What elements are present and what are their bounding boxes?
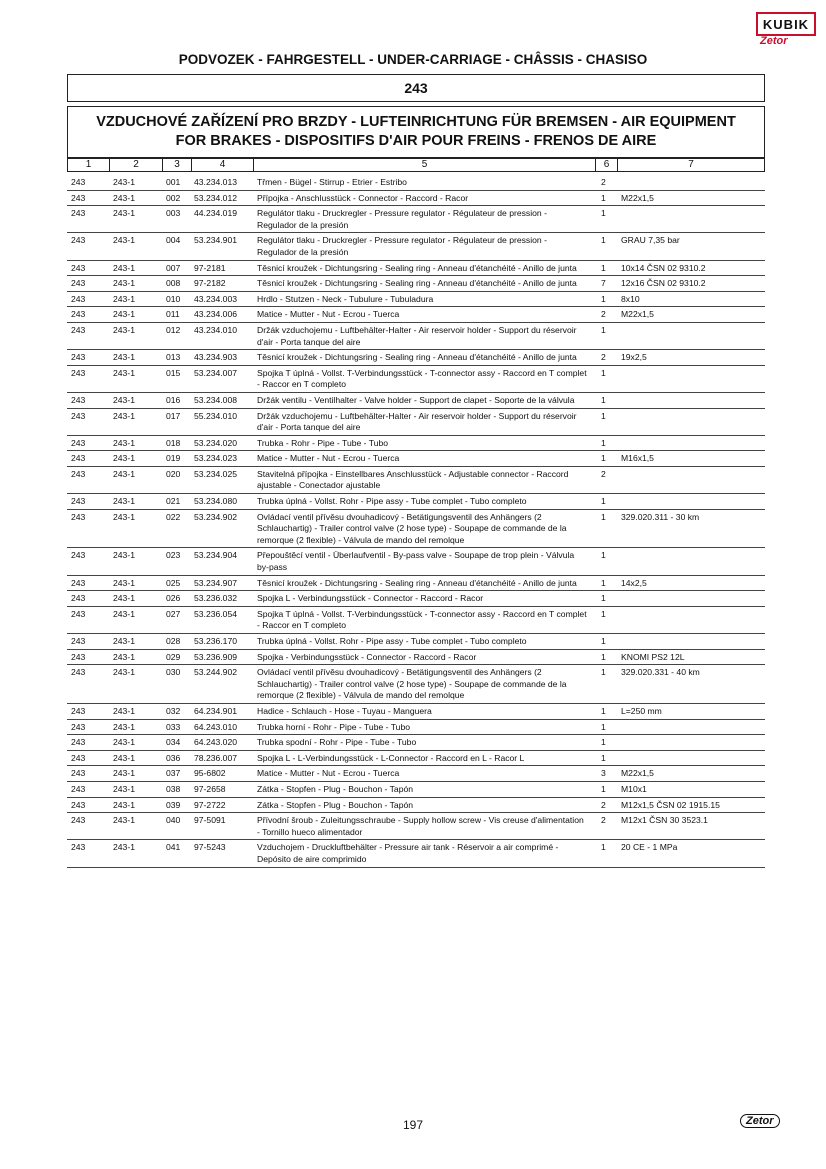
cell-c1: 243 — [71, 367, 86, 378]
cell-c1: 243 — [71, 842, 86, 853]
cell-c4: 53.236.170 — [194, 636, 238, 646]
cell-c2: 243-1 — [113, 367, 135, 378]
cell-c1: 243 — [71, 550, 86, 561]
cell-description: Třmen - Bügel - Stirrup - Etrier - Estribo — [257, 177, 407, 187]
cell-c1: 243 — [71, 721, 86, 732]
cell-c4: 64.234.901 — [194, 705, 238, 716]
cell-c1: 243 — [71, 737, 86, 748]
cell-c3: 010 — [166, 293, 181, 304]
table-row — [67, 798, 765, 814]
cell-c6: 1 — [601, 636, 606, 646]
cell-c4: 64.243.020 — [194, 737, 238, 748]
table-row — [67, 813, 765, 840]
cell-c1: 243 — [71, 783, 86, 794]
cell-c1: 243 — [71, 235, 86, 246]
cell-c7: M22x1,5 — [621, 768, 654, 779]
cell-c7: M12x1 ČSN 30 3523.1 — [621, 815, 708, 826]
cell-c6: 1 — [601, 752, 606, 763]
cell-description: Těsnicí kroužek - Dichtungsring - Sealing ring - Anneau d'étanchéité - Anillo de junta — [257, 577, 577, 588]
cell-description: Spojka - Verbindungsstück - Connector - Raccord - Racor — [257, 651, 477, 662]
cell-c1: 243 — [71, 208, 86, 219]
cell-c1: 243 — [71, 636, 86, 646]
cell-c2: 243-1 — [113, 177, 135, 187]
cell-c7: 329.020.311 - 30 km — [621, 511, 700, 522]
cell-c3: 008 — [166, 278, 181, 289]
table-row — [67, 720, 765, 736]
table-row — [67, 634, 765, 650]
cell-c3: 019 — [166, 453, 181, 464]
cell-c1: 243 — [71, 468, 86, 479]
table-row — [67, 751, 765, 767]
cell-c2: 243-1 — [113, 705, 135, 716]
cell-c3: 012 — [166, 324, 181, 335]
cell-c3: 039 — [166, 799, 181, 810]
cell-c7: M16x1,5 — [621, 453, 654, 464]
table-row — [67, 191, 765, 207]
cell-description: Trubka úplná - Vollst. Rohr - Pipe assy - Tube complet - Tubo completo — [257, 496, 527, 507]
table-row — [67, 323, 765, 350]
cell-c7: 329.020.331 - 40 km — [621, 667, 700, 678]
table-row — [67, 510, 765, 549]
cell-description: Přípojka - Anschlusstück - Connector - Raccord - Racor — [257, 192, 469, 203]
table-row — [67, 766, 765, 782]
table-row — [67, 451, 765, 467]
cell-c4: 53.234.007 — [194, 367, 238, 378]
cell-c3: 028 — [166, 636, 181, 646]
col-1-header: 1 — [68, 159, 110, 171]
cell-description: Držák vzduchojemu - Luftbehälter-Halter - Air reservoir holder - Support du réservoir d'air - Porta tanque del aire — [257, 410, 577, 433]
cell-description: Matice - Mutter - Nut - Ecrou - Tuerca — [257, 453, 400, 464]
cell-c3: 016 — [166, 394, 181, 405]
cell-c2: 243-1 — [113, 651, 135, 662]
cell-c4: 43.234.903 — [194, 352, 238, 363]
table-row — [67, 366, 765, 393]
cell-c4: 43.234.010 — [194, 324, 238, 335]
cell-c4: 53.234.025 — [194, 468, 238, 479]
cell-description: Trubka horní - Rohr - Pipe - Tube - Tubo — [257, 721, 411, 732]
cell-c7: GRAU 7,35 bar — [621, 235, 680, 246]
cell-c4: 55.234.010 — [194, 410, 238, 421]
cell-c6: 1 — [601, 608, 606, 619]
cell-c2: 243-1 — [113, 799, 135, 810]
cell-description: Spojka T úplná - Vollst. T-Verbindungsstück - T-connector assy - Raccord en T complet - Raccor en T completo — [257, 367, 587, 390]
cell-description: Držák vzduchojemu - Luftbehälter-Halter - Air reservoir holder - Support du réservoir d'air - Porta tanque del aire — [257, 324, 577, 347]
table-row — [67, 350, 765, 366]
cell-c6: 1 — [601, 293, 606, 304]
cell-c4: 97-5243 — [194, 842, 226, 853]
cell-c3: 018 — [166, 437, 181, 448]
cell-c6: 1 — [601, 208, 606, 219]
cell-c3: 034 — [166, 737, 181, 748]
table-row — [67, 704, 765, 720]
footer-logo: Zetor — [740, 1114, 780, 1128]
cell-description: Ovládací ventil přívěsu dvouhadicový - Betätigungsventil des Anhängers (2 Schlauchartig) - Trailer control valve (2 hose type) - Soupape de commande de la remorque (2 flexible) - Válvula de mando del remolque — [257, 511, 567, 545]
cell-c4: 53.234.080 — [194, 496, 238, 507]
cell-c7: 8x10 — [621, 293, 640, 304]
cell-c6: 1 — [601, 192, 606, 203]
group-number: 243 — [67, 74, 765, 102]
page-number: 197 — [402, 1118, 424, 1132]
cell-c6: 1 — [601, 667, 606, 678]
cell-c2: 243-1 — [113, 721, 135, 732]
cell-c2: 243-1 — [113, 235, 135, 246]
cell-c3: 003 — [166, 208, 181, 219]
cell-c7: 14x2,5 — [621, 577, 647, 588]
cell-c2: 243-1 — [113, 453, 135, 464]
cell-description: Vzduchojem - Druckluftbehälter - Pressure air tank - Réservoir a air comprimé - Depósito de aire comprimido — [257, 842, 559, 864]
table-row — [67, 393, 765, 409]
column-header — [67, 158, 765, 172]
table-row — [67, 175, 765, 191]
cell-c6: 1 — [601, 496, 606, 507]
cell-c3: 026 — [166, 593, 181, 604]
cell-c7: L=250 mm — [621, 705, 662, 716]
cell-c3: 030 — [166, 667, 181, 678]
cell-c4: 53.234.902 — [194, 511, 238, 522]
cell-c6: 1 — [601, 842, 606, 853]
cell-c6: 7 — [601, 278, 606, 289]
cell-c6: 2 — [601, 177, 606, 187]
table-row — [67, 233, 765, 260]
cell-c4: 53.234.904 — [194, 550, 238, 561]
cell-c4: 97-2181 — [194, 262, 226, 273]
cell-c6: 1 — [601, 511, 606, 522]
parts-table — [67, 175, 765, 868]
cell-c4: 97-5091 — [194, 815, 226, 826]
cell-c1: 243 — [71, 608, 86, 619]
section-title: VZDUCHOVÉ ZAŘÍZENÍ PRO BRZDY - LUFTEINRICHTUNG FÜR BREMSEN - AIR EQUIPMENT FOR BRAKES - DISPOSITIFS D'AIR POUR FREINS - FRENOS DE AIRE — [67, 106, 765, 158]
cell-c2: 243-1 — [113, 262, 135, 273]
cell-c2: 243-1 — [113, 437, 135, 448]
cell-c7: M10x1 — [621, 783, 647, 794]
cell-c6: 1 — [601, 410, 606, 421]
cell-c7: M12x1,5 ČSN 02 1915.15 — [621, 799, 720, 810]
cell-c2: 243-1 — [113, 783, 135, 794]
cell-c3: 007 — [166, 262, 181, 273]
cell-c1: 243 — [71, 278, 86, 289]
cell-c3: 040 — [166, 815, 181, 826]
col-6-header: 6 — [596, 159, 618, 171]
cell-description: Těsnicí kroužek - Dichtungsring - Sealing ring - Anneau d'étanchéité - Anillo de junta — [257, 278, 577, 289]
col-7-header: 7 — [688, 159, 694, 170]
cell-c1: 243 — [71, 262, 86, 273]
cell-c2: 243-1 — [113, 636, 135, 646]
cell-c1: 243 — [71, 593, 86, 604]
cell-c3: 017 — [166, 410, 181, 421]
table-row — [67, 292, 765, 308]
cell-c3: 036 — [166, 752, 181, 763]
cell-c6: 1 — [601, 262, 606, 273]
cell-c2: 243-1 — [113, 278, 135, 289]
cell-c2: 243-1 — [113, 192, 135, 203]
cell-c2: 243-1 — [113, 752, 135, 763]
cell-c7: KNOMI PS2 12L — [621, 651, 685, 662]
cell-c1: 243 — [71, 752, 86, 763]
cell-c2: 243-1 — [113, 608, 135, 619]
cell-description: Spojka T úplná - Vollst. T-Verbindungsstück - T-connector assy - Raccord en T complet - Raccor en T completo — [257, 608, 587, 631]
cell-c1: 243 — [71, 309, 86, 320]
cell-c3: 023 — [166, 550, 181, 561]
cell-c1: 243 — [71, 768, 86, 779]
cell-description: Hadice - Schlauch - Hose - Tuyau - Manguera — [257, 705, 432, 716]
cell-c7: 20 CE - 1 MPa — [621, 842, 678, 853]
cell-c4: 53.234.012 — [194, 192, 238, 203]
table-row — [67, 276, 765, 292]
table-row — [67, 548, 765, 575]
cell-c4: 53.236.909 — [194, 651, 238, 662]
table-row — [67, 261, 765, 277]
cell-c6: 2 — [601, 815, 606, 826]
cell-c4: 53.234.008 — [194, 394, 238, 405]
table-row — [67, 607, 765, 634]
table-row — [67, 735, 765, 751]
cell-c6: 1 — [601, 577, 606, 588]
cell-c2: 243-1 — [113, 496, 135, 507]
cell-c4: 53.234.907 — [194, 577, 238, 588]
cell-description: Regulátor tlaku - Druckregler - Pressure regulator - Régulateur de pression - Regulador de la presión — [257, 235, 547, 257]
cell-c3: 025 — [166, 577, 181, 588]
cell-c4: 53.236.032 — [194, 593, 238, 604]
cell-c2: 243-1 — [113, 324, 135, 335]
col-3-header: 3 — [163, 159, 192, 171]
col-5-header: 5 — [254, 159, 596, 171]
cell-c2: 243-1 — [113, 208, 135, 219]
table-row — [67, 436, 765, 452]
cell-c4: 43.234.003 — [194, 293, 238, 304]
cell-c3: 038 — [166, 783, 181, 794]
cell-c7: M22x1,5 — [621, 192, 654, 203]
table-row — [67, 409, 765, 436]
table-row — [67, 576, 765, 592]
cell-description: Trubka - Rohr - Pipe - Tube - Tubo — [257, 437, 389, 448]
cell-c6: 2 — [601, 309, 606, 320]
cell-c2: 243-1 — [113, 352, 135, 363]
cell-description: Přepouštěcí ventil - Überlaufventil - By-pass valve - Soupape de trop plein - Válvula by-pass — [257, 550, 575, 573]
cell-description: Spojka L - L-Verbindungsstück - L-Connector - Raccord en L - Racor L — [257, 752, 525, 763]
cell-c2: 243-1 — [113, 737, 135, 748]
logo-subtext: Zetor — [760, 35, 788, 47]
cell-description: Těsnicí kroužek - Dichtungsring - Sealing ring - Anneau d'étanchéité - Anillo de junta — [257, 262, 577, 273]
table-row — [67, 665, 765, 704]
cell-description: Matice - Mutter - Nut - Ecrou - Tuerca — [257, 768, 400, 779]
cell-description: Ovládací ventil přívěsu dvouhadicový - Betätigungsventil des Anhängers (2 Schlauchartig) - Trailer control valve (2 hose type) - Soupape de commande de la remorque (2 flexible) - Válvula de mando del remolque — [257, 667, 567, 701]
cell-c1: 243 — [71, 293, 86, 304]
cell-c3: 027 — [166, 608, 181, 619]
cell-c3: 020 — [166, 468, 181, 479]
cell-c1: 243 — [71, 511, 86, 522]
table-row — [67, 840, 765, 867]
cell-c4: 53.234.023 — [194, 453, 238, 464]
cell-c3: 015 — [166, 367, 181, 378]
cell-description: Trubka úplná - Vollst. Rohr - Pipe assy - Tube complet - Tubo completo — [257, 636, 527, 646]
cell-c4: 43.234.013 — [194, 177, 238, 187]
cell-c4: 53.234.020 — [194, 437, 238, 448]
cell-c7: 12x16 ČSN 02 9310.2 — [621, 278, 706, 289]
cell-c3: 037 — [166, 768, 181, 779]
cell-c6: 1 — [601, 737, 606, 748]
table-row — [67, 307, 765, 323]
col-2-header: 2 — [110, 159, 163, 171]
col-4-header: 4 — [192, 159, 254, 171]
cell-c6: 1 — [601, 550, 606, 561]
cell-c6: 1 — [601, 394, 606, 405]
cell-description: Zátka - Stopfen - Plug - Bouchon - Tapón — [257, 783, 414, 794]
cell-c2: 243-1 — [113, 842, 135, 853]
table-row — [67, 782, 765, 798]
cell-c1: 243 — [71, 667, 86, 678]
cell-c2: 243-1 — [113, 815, 135, 826]
cell-c3: 041 — [166, 842, 181, 853]
cell-c3: 032 — [166, 705, 181, 716]
cell-c2: 243-1 — [113, 309, 135, 320]
cell-description: Trubka spodní - Rohr - Pipe - Tube - Tubo — [257, 737, 417, 748]
table-row — [67, 206, 765, 233]
cell-c6: 1 — [601, 367, 606, 378]
cell-c3: 004 — [166, 235, 181, 246]
cell-c3: 002 — [166, 192, 181, 203]
cell-c6: 1 — [601, 705, 606, 716]
cell-c3: 001 — [166, 177, 181, 187]
cell-c2: 243-1 — [113, 468, 135, 479]
cell-c6: 2 — [601, 468, 606, 479]
cell-c6: 2 — [601, 352, 606, 363]
cell-c3: 029 — [166, 651, 181, 662]
page-title: PODVOZEK - FAHRGESTELL - UNDER-CARRIAGE - CHÂSSIS - CHASISO — [178, 52, 648, 67]
cell-c1: 243 — [71, 577, 86, 588]
cell-c4: 43.234.006 — [194, 309, 238, 320]
cell-c6: 1 — [601, 783, 606, 794]
cell-description: Držák ventilu - Ventilhalter - Valve holder - Support de clapet - Soporte de la válvula — [257, 394, 575, 405]
cell-c7: M22x1,5 — [621, 309, 654, 320]
cell-c7: 19x2,5 — [621, 352, 647, 363]
cell-description: Přívodní šroub - Zuleitungsschraube - Supply hollow screw - Vis creuse d'alimentation - Tornillo hueco alimentador — [257, 815, 584, 837]
cell-c4: 97-2658 — [194, 783, 226, 794]
cell-description: Těsnicí kroužek - Dichtungsring - Sealing ring - Anneau d'étanchéité - Anillo de junta — [257, 352, 577, 363]
cell-c2: 243-1 — [113, 511, 135, 522]
cell-c3: 013 — [166, 352, 181, 363]
cell-c4: 97-2722 — [194, 799, 226, 810]
cell-c1: 243 — [71, 651, 86, 662]
cell-c4: 53.236.054 — [194, 608, 238, 619]
cell-description: Regulátor tlaku - Druckregler - Pressure regulator - Régulateur de pression - Regulador de la presión — [257, 208, 547, 230]
cell-c1: 243 — [71, 437, 86, 448]
cell-c1: 243 — [71, 394, 86, 405]
table-row — [67, 591, 765, 607]
cell-c7: 10x14 ČSN 02 9310.2 — [621, 262, 706, 273]
table-row — [67, 650, 765, 666]
cell-c4: 78.236.007 — [194, 752, 238, 763]
cell-c2: 243-1 — [113, 768, 135, 779]
table-row — [67, 467, 765, 494]
cell-c4: 53.244.902 — [194, 667, 238, 678]
cell-c4: 53.234.901 — [194, 235, 238, 246]
cell-c1: 243 — [71, 192, 86, 203]
cell-c2: 243-1 — [113, 550, 135, 561]
cell-c4: 97-2182 — [194, 278, 226, 289]
kubik-logo — [756, 12, 816, 50]
cell-c1: 243 — [71, 352, 86, 363]
cell-description: Stavitelná přípojka - Einstellbares Anschlusstück - Adjustable connector - Raccord ajustable - Conectador ajustable — [257, 468, 569, 491]
cell-description: Spojka L - Verbindungsstück - Connector - Raccord - Racor — [257, 593, 484, 604]
cell-c2: 243-1 — [113, 293, 135, 304]
cell-c1: 243 — [71, 324, 86, 335]
cell-c6: 1 — [601, 651, 606, 662]
logo-text: KUBIK — [756, 12, 816, 36]
cell-c6: 2 — [601, 799, 606, 810]
cell-c2: 243-1 — [113, 410, 135, 421]
cell-c2: 243-1 — [113, 577, 135, 588]
table-row — [67, 494, 765, 510]
cell-c1: 243 — [71, 177, 86, 187]
cell-c1: 243 — [71, 410, 86, 421]
cell-description: Zátka - Stopfen - Plug - Bouchon - Tapón — [257, 799, 414, 810]
cell-c6: 1 — [601, 324, 606, 335]
cell-c2: 243-1 — [113, 394, 135, 405]
cell-c1: 243 — [71, 815, 86, 826]
cell-c1: 243 — [71, 705, 86, 716]
cell-c2: 243-1 — [113, 593, 135, 604]
cell-c6: 1 — [601, 453, 606, 464]
cell-c4: 44.234.019 — [194, 208, 238, 219]
cell-c1: 243 — [71, 799, 86, 810]
cell-c2: 243-1 — [113, 667, 135, 678]
cell-c6: 1 — [601, 721, 606, 732]
cell-c6: 1 — [601, 437, 606, 448]
cell-c1: 243 — [71, 496, 86, 507]
cell-c6: 1 — [601, 235, 606, 246]
cell-c6: 3 — [601, 768, 606, 779]
cell-c4: 95-6802 — [194, 768, 226, 779]
cell-description: Matice - Mutter - Nut - Ecrou - Tuerca — [257, 309, 400, 320]
cell-c3: 011 — [166, 309, 180, 320]
cell-c3: 033 — [166, 721, 181, 732]
cell-c3: 021 — [166, 496, 181, 507]
cell-c6: 1 — [601, 593, 606, 604]
cell-c4: 64.243.010 — [194, 721, 238, 732]
cell-c1: 243 — [71, 453, 86, 464]
cell-description: Hrdlo - Stutzen - Neck - Tubulure - Tubuladura — [257, 293, 434, 304]
cell-c3: 022 — [166, 511, 181, 522]
